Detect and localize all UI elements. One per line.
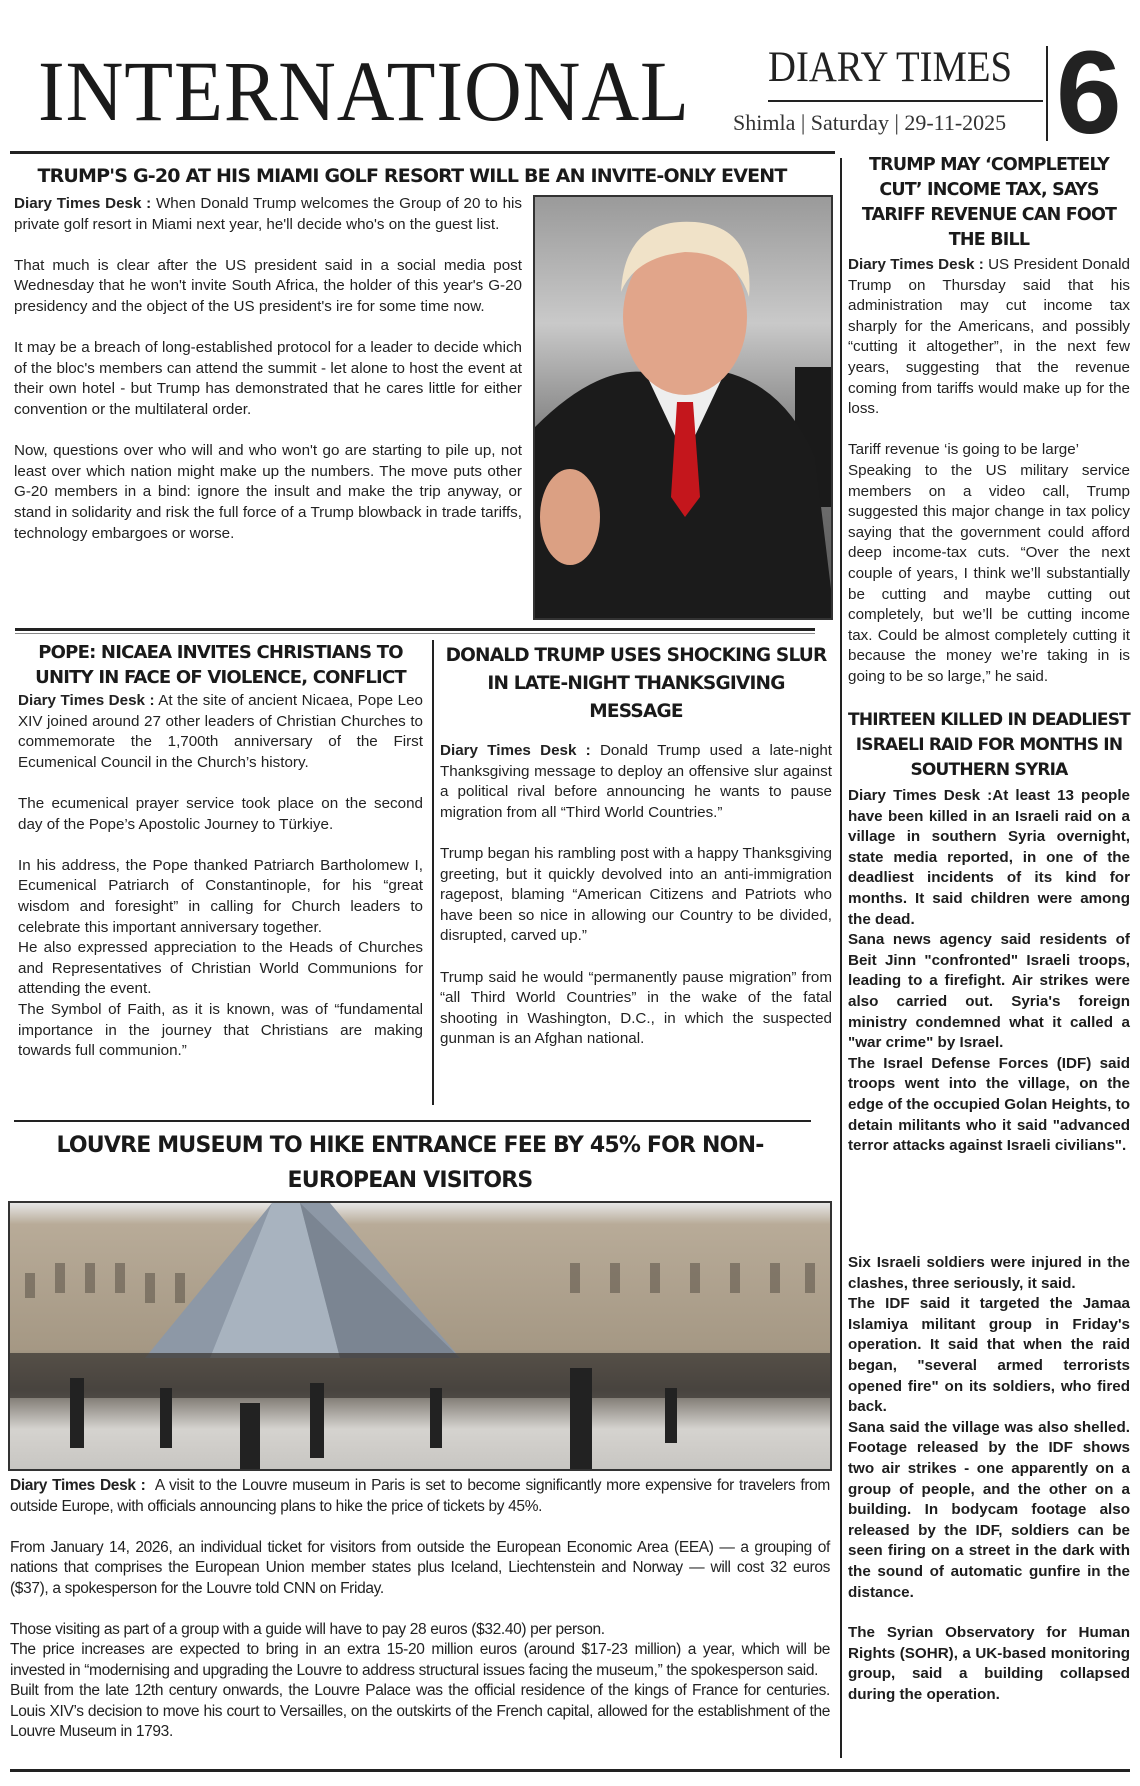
divider xyxy=(1046,46,1048,141)
paragraph: Six Israeli soldiers were injured in the clashes, three seriously, it said. xyxy=(848,1254,1130,1292)
page-number: 6 xyxy=(1056,27,1122,159)
article-g20 xyxy=(12,163,812,189)
paragraph: When Donald Trump welcomes the Group of 20 to his private golf resort in Miami next year, he'll decide who's on the guest list. xyxy=(14,195,522,233)
paragraph: Those visiting as part of a group with a guide will have to pay 28 euros ($32.40) per person. xyxy=(10,1620,605,1638)
article-syria-continued xyxy=(848,1253,1130,1705)
divider xyxy=(14,1120,811,1122)
divider xyxy=(15,633,815,634)
paragraph: Speaking to the US military service members on a video call, Trump suggested this major change in tax policy saying that the government could afford deep income-tax cuts. “Over the next couple of years, I think we’ll substantially be cutting and maybe cutting out completely, but we’ll be cutting income tax. Could be almost completely cutting it because the money we’re taking in is going to be so large,” he said. xyxy=(848,461,1130,685)
headline: DONALD TRUMP USES SHOCKING SLUR IN LATE-NIGHT THANKSGIVING MESSAGE xyxy=(445,645,827,722)
paragraph: It may be a breach of long-established protocol for a leader to decide which of the bloc's members can attend the summit - let alone to host the event at their own hotel - but Trump has demonstrated that he cares little for either convention or the multilateral order. xyxy=(14,339,522,418)
byline: Diary Times Desk : xyxy=(440,742,591,759)
byline: Diary Times Desk : xyxy=(18,692,155,709)
byline: Diary Times Desk : xyxy=(848,787,993,804)
article-syria xyxy=(848,708,1130,1157)
headline: TRUMP'S G-20 AT HIS MIAMI GOLF RESORT WILL BE AN INVITE-ONLY EVENT xyxy=(37,165,787,187)
newspaper-name: DIARY TIMES xyxy=(768,44,1013,91)
paragraph: US President Donald Trump on Thursday said that his administration may cut income tax sharply for the Americans, and possibly “cutting it altogether”, in the next few years, suggesting that the revenue coming from tariffs would make up for the loss. xyxy=(848,256,1131,418)
paragraph: That much is clear after the US president said in a social media post Wednesday that he won't invite South Africa, the holder of this year's G-20 presidency and the object of the US president's ire for some time now. xyxy=(14,256,522,315)
column-divider xyxy=(840,158,842,1758)
paragraph: Donald Trump used a late-night Thanksgiving message to deploy an offensive slur against a political rival before announcing he wants to pause migration from all “Third World Countries.” xyxy=(440,742,832,821)
column-divider xyxy=(432,640,434,1105)
paragraph: From January 14, 2026, an individual ticket for visitors from outside the European Economic Area (EEA) — a grouping of nations that comprises the European Union member states plus Iceland, Liechtenstein and Norway — will cost 32 euros ($37), a spokesperson for the Louvre told CNN on Friday. xyxy=(10,1538,830,1597)
paragraph: Sana said the village was also shelled. Footage released by the IDF shows two air strikes - one apparently on a group of people, and the other on a building. In bodycam footage also released by the IDF, soldiers can be seen firing on a street in the dark with the sound of automatic gunfire in the distance. xyxy=(848,1418,1130,1601)
subheading: Tariff revenue ‘is going to be large’ xyxy=(848,441,1080,459)
headline: POPE: NICAEA INVITES CHRISTIANS TO UNITY IN FACE OF VIOLENCE, CONFLICT xyxy=(35,642,406,688)
article-body xyxy=(14,194,522,565)
headline: TRUMP MAY ‘COMPLETELY CUT’ INCOME TAX, SAYS TARIFF REVENUE CAN FOOT THE BILL xyxy=(861,155,1117,250)
footer-rule xyxy=(10,1769,1130,1772)
byline: Diary Times Desk : xyxy=(10,1477,146,1494)
paragraph: In his address, the Pope thanked Patriarch Bartholomew I, Ecumenical Patriarch of Constantinople, for his “great wisdom and foresight” in calling for Church leaders to celebrate this important anniversary together. xyxy=(18,856,423,936)
pyramid-illustration xyxy=(10,1203,832,1471)
masthead-rule xyxy=(10,151,835,154)
section-title: INTERNATIONAL xyxy=(38,43,690,139)
dateline: Shimla | Saturday | 29-11-2025 xyxy=(733,110,1007,135)
article-slur xyxy=(440,642,832,1071)
paragraph: The IDF said it targeted the Jamaa Islamiya militant group in Friday's operation. It said that when the raid began, "several armed terrorists opened fire" on its soldiers, who fired back. xyxy=(848,1295,1130,1416)
byline: Diary Times Desk : xyxy=(848,256,984,273)
article-body xyxy=(10,1476,830,1743)
paragraph: The Syrian Observatory for Human Rights (SOHR), a UK-based monitoring group, said a building collapsed during the operation. xyxy=(848,1624,1130,1703)
paragraph: The Israel Defense Forces (IDF) said troops went into the village, on the edge of the occupied Golan Heights, to detain militants who it said "advanced terror attacks against Israeli civilians". xyxy=(848,1054,1130,1155)
headline: LOUVRE MUSEUM TO HIKE ENTRANCE FEE BY 45% FOR NON-EUROPEAN VISITORS xyxy=(56,1133,764,1193)
article-pope xyxy=(18,640,423,1062)
paragraph: The ecumenical prayer service took place on the second day of the Pope’s Apostolic Journey to Türkiye. xyxy=(18,794,423,833)
headline: THIRTEEN KILLED IN DEADLIEST ISRAELI RAID FOR MONTHS IN SOUTHERN SYRIA xyxy=(848,710,1130,780)
paragraph: Now, questions over who will and who won't go are starting to pile up, not least over which nation might make up the numbers. The move puts other G-20 members in a bind: ignore the insult and make the trip anyway, or stand in solidarity and risk the full force of a Trump blowback in trade tariffs, technology embargoes or worse. xyxy=(14,442,522,542)
trump-photo xyxy=(533,195,833,620)
paragraph: At the site of ancient Nicaea, Pope Leo XIV joined around 27 other leaders of Christian Churches to commemorate the 1,700th anniversary of the First Ecumenical Council in the Church’s history. xyxy=(18,692,424,771)
paragraph: A visit to the Louvre museum in Paris is set to become significantly more expensive for travelers from outside Europe, with officials announcing plans to hike the price of tickets by 45%. xyxy=(10,1477,830,1515)
louvre-photo xyxy=(8,1201,832,1471)
article-income-tax xyxy=(848,153,1130,687)
paragraph: The price increases are expected to bring in an extra 15-20 million euros (around $17-23 million) a year, which will be invested in “modernising and upgrading the Louvre to address structural issues facing the museum,” the spokesperson said. xyxy=(10,1641,830,1679)
paragraph: At least 13 people have been killed in an Israeli raid on a village in southern Syria overnight, state media reported, in one of the deadliest incidents of its kind for months. It said children were among the dead. xyxy=(848,787,1130,928)
trump-illustration xyxy=(535,197,833,620)
paragraph: He also expressed appreciation to the Heads of Churches and Representatives of Christian World Communions for attending the event. xyxy=(18,939,423,998)
byline: Diary Times Desk : xyxy=(14,195,152,212)
paragraph: Trump began his rambling post with a happy Thanksgiving greeting, but it quickly devolved into an anti-immigration ragepost, blaming “American Citizens and Patriots who have been so nice in allowing our Country to be divided, disrupted, carved up.” xyxy=(440,844,832,945)
divider xyxy=(768,100,1043,102)
paragraph: Built from the late 12th century onwards, the Louvre Palace was the official residence of the kings of France for centuries. Louis XIV’s decision to move his court to Versailles, on the outskirts of the French capital, allowed for the establishment of the Louvre Museum in 1793. xyxy=(10,1682,830,1740)
divider xyxy=(15,628,815,631)
article-louvre xyxy=(40,1128,780,1198)
paragraph: The Symbol of Faith, as it is known, was of “fundamental importance in the journey that Christians are making towards full communion.” xyxy=(18,1000,423,1060)
paragraph: Trump said he would “permanently pause migration” from “all Third World Countries” in the wake of the fatal shooting in Washington, D.C., in which the suspected gunman is an Afghan national. xyxy=(440,968,832,1048)
paragraph: Sana news agency said residents of Beit Jinn "confronted" Israeli troops, leading to a firefight. Air strikes were also carried out. Syria's foreign ministry condemned what it called a "war crime" by Israel. xyxy=(848,931,1130,1052)
